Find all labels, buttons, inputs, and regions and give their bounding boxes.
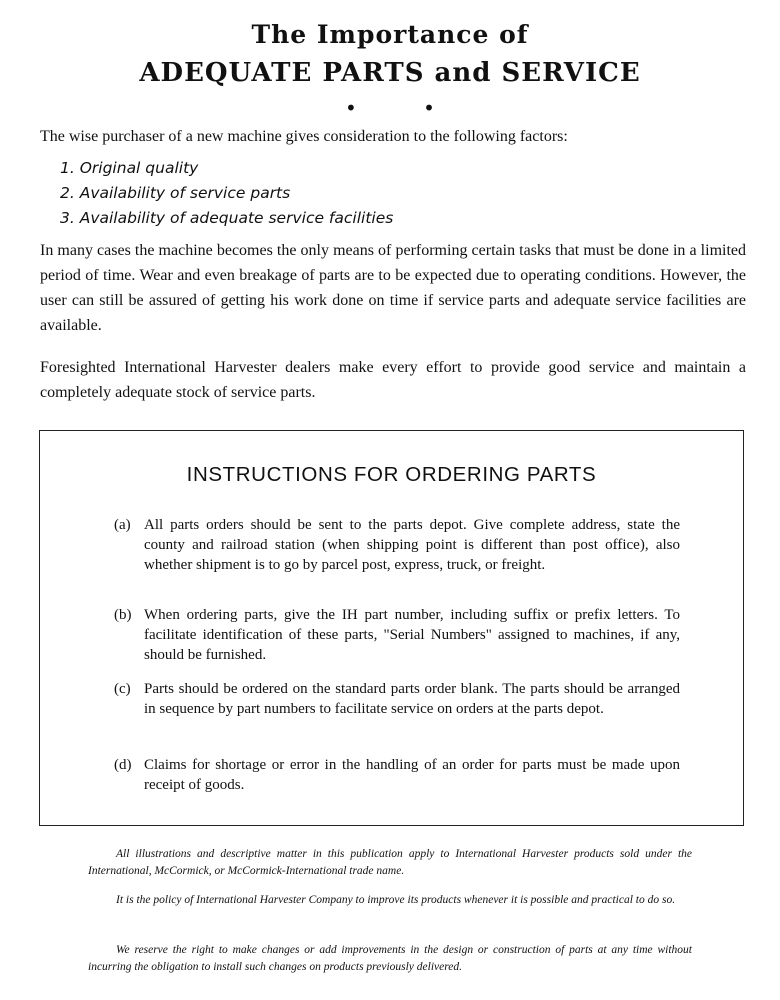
instruction-text: Claims for shortage or error in the handling of an order for parts must be made upon receipt of goods.: [144, 757, 680, 793]
instruction-label: (d): [114, 757, 132, 773]
instruction-item: [114, 515, 680, 575]
footer-note-text: We reserve the right to make changes or add improvements in the design or construction of parts at any time without incurring the obligation to install such changes on products previously delivered.: [88, 944, 692, 973]
instruction-text: All parts orders should be sent to the parts depot. Give complete address, state the county and railroad station (when shipping point is different than post office), also whether shipment is to go by parcel post, express, truck, or freight.: [144, 517, 680, 573]
instruction-text: When ordering parts, give the IH part number, including suffix or prefix letters. To facilitate identification of these parts, "Serial Numbers" assigned to machines, if any, should be furnished.: [144, 607, 680, 663]
title-ornament-dots: • •: [345, 96, 465, 120]
factor-item: 3. Availability of adequate service facilities: [60, 209, 394, 227]
instruction-label: (b): [114, 607, 132, 623]
footer-note: [88, 846, 692, 880]
body-paragraph: Foresighted International Harvester dealers make every effort to provide good service and maintain a completely adequate stock of service parts.: [40, 359, 746, 401]
instructions-title: INSTRUCTIONS FOR ORDERING PARTS: [186, 463, 597, 486]
instruction-item: [114, 755, 680, 795]
factors-list: [60, 156, 740, 231]
instructions-box: [39, 430, 744, 826]
body-paragraph: In many cases the machine becomes the only means of performing certain tasks that must be done in a limited period of time. Wear and even breakage of parts are to be expected due to operating conditions. However, the user can still be assured of getting his work done on time if service parts and adequate service facilities are available.: [40, 242, 746, 334]
instruction-label: (a): [114, 517, 131, 533]
instruction-item: [114, 679, 680, 719]
footer-note-text: All illustrations and descriptive matter in this publication apply to International Harvester products sold under the International, McCormick, or McCormick-International trade name.: [88, 848, 692, 877]
factor-item: 1. Original quality: [60, 159, 199, 177]
factor-item: 2. Availability of service parts: [60, 184, 291, 202]
intro-sentence: The wise purchaser of a new machine gives consideration to the following factors:: [40, 128, 568, 145]
footer-note: [88, 942, 692, 976]
instruction-text: Parts should be ordered on the standard parts order blank. The parts should be arranged in sequence by part numbers to facilitate service on orders at the parts depot.: [144, 681, 680, 717]
instruction-label: (c): [114, 681, 131, 697]
footer-note-text: It is the policy of International Harvester Company to improve its products whenever it is possible and practical to do so.: [116, 894, 676, 906]
page-title-line-1: The Importance of: [251, 20, 529, 49]
instruction-item: [114, 605, 680, 665]
footer-note: [88, 892, 692, 909]
page-title-line-2: ADEQUATE PARTS and SERVICE: [139, 58, 641, 88]
